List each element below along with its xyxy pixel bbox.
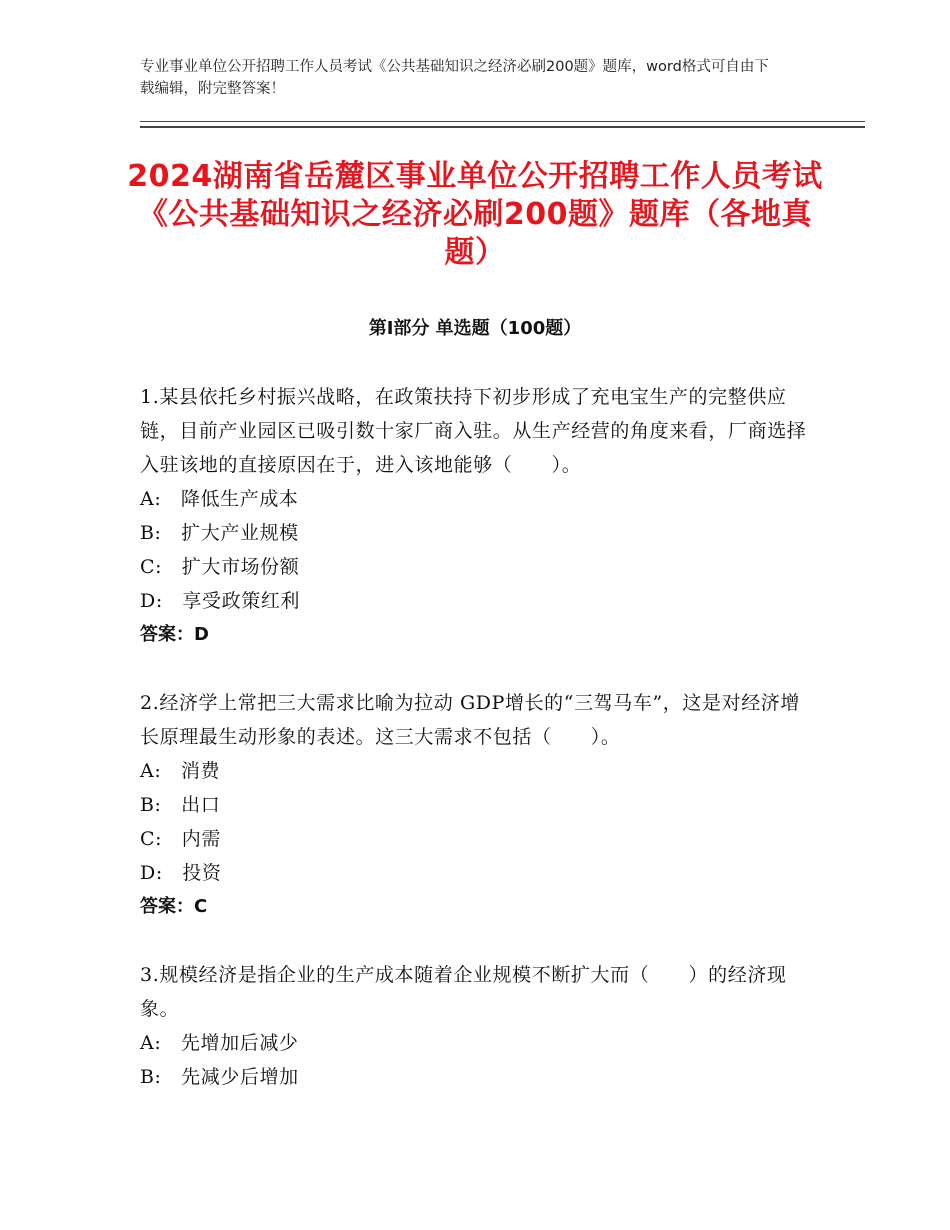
header-divider — [140, 121, 865, 128]
document-title: 2024湖南省岳麓区事业单位公开招聘工作人员考试《公共基础知识之经济必刷200题》题库（各地真题） — [127, 159, 823, 270]
question-1 — [140, 380, 810, 652]
section-heading: 第Ⅰ部分 单选题（100题） — [368, 318, 582, 339]
question-stem: 3.规模经济是指企业的生产成本随着企业规模不断扩大而（ ）的经济现象。 — [140, 964, 787, 1020]
question-stem: 1.某县依托乡村振兴战略，在政策扶持下初步形成了充电宝生产的完整供应链，目前产业园区已吸引数十家厂商入驻。从生产经营的角度来看，厂商选择入驻该地的直接原因在于，进入该地能够（ ）。 — [140, 386, 807, 476]
question-list — [140, 380, 810, 1128]
option-a: A: 降低生产成本 — [140, 488, 299, 510]
question-stem: 2.经济学上常把三大需求比喻为拉动 GDP增长的“三驾马车”，这是对经济增长原理最生动形象的表述。这三大需求不包括（ ）。 — [140, 692, 800, 748]
option-a: A: 先增加后减少 — [140, 1032, 299, 1054]
option-c: C: 内需 — [140, 828, 221, 850]
option-d: D: 享受政策红利 — [140, 590, 301, 612]
option-d: D: 投资 — [140, 862, 222, 884]
question-2 — [140, 686, 810, 924]
option-b: B: 先减少后增加 — [140, 1066, 299, 1088]
question-3 — [140, 958, 810, 1094]
option-a: A: 消费 — [140, 760, 221, 782]
option-b: B: 出口 — [140, 794, 221, 816]
option-b: B: 扩大产业规模 — [140, 522, 299, 544]
page-header: 专业事业单位公开招聘工作人员考试《公共基础知识之经济必刷200题》题库，word格式可自由下载编辑，附完整答案！ — [140, 59, 769, 97]
answer: 答案：C — [140, 896, 208, 917]
answer: 答案：D — [140, 624, 209, 645]
option-c: C: 扩大市场份额 — [140, 556, 300, 578]
